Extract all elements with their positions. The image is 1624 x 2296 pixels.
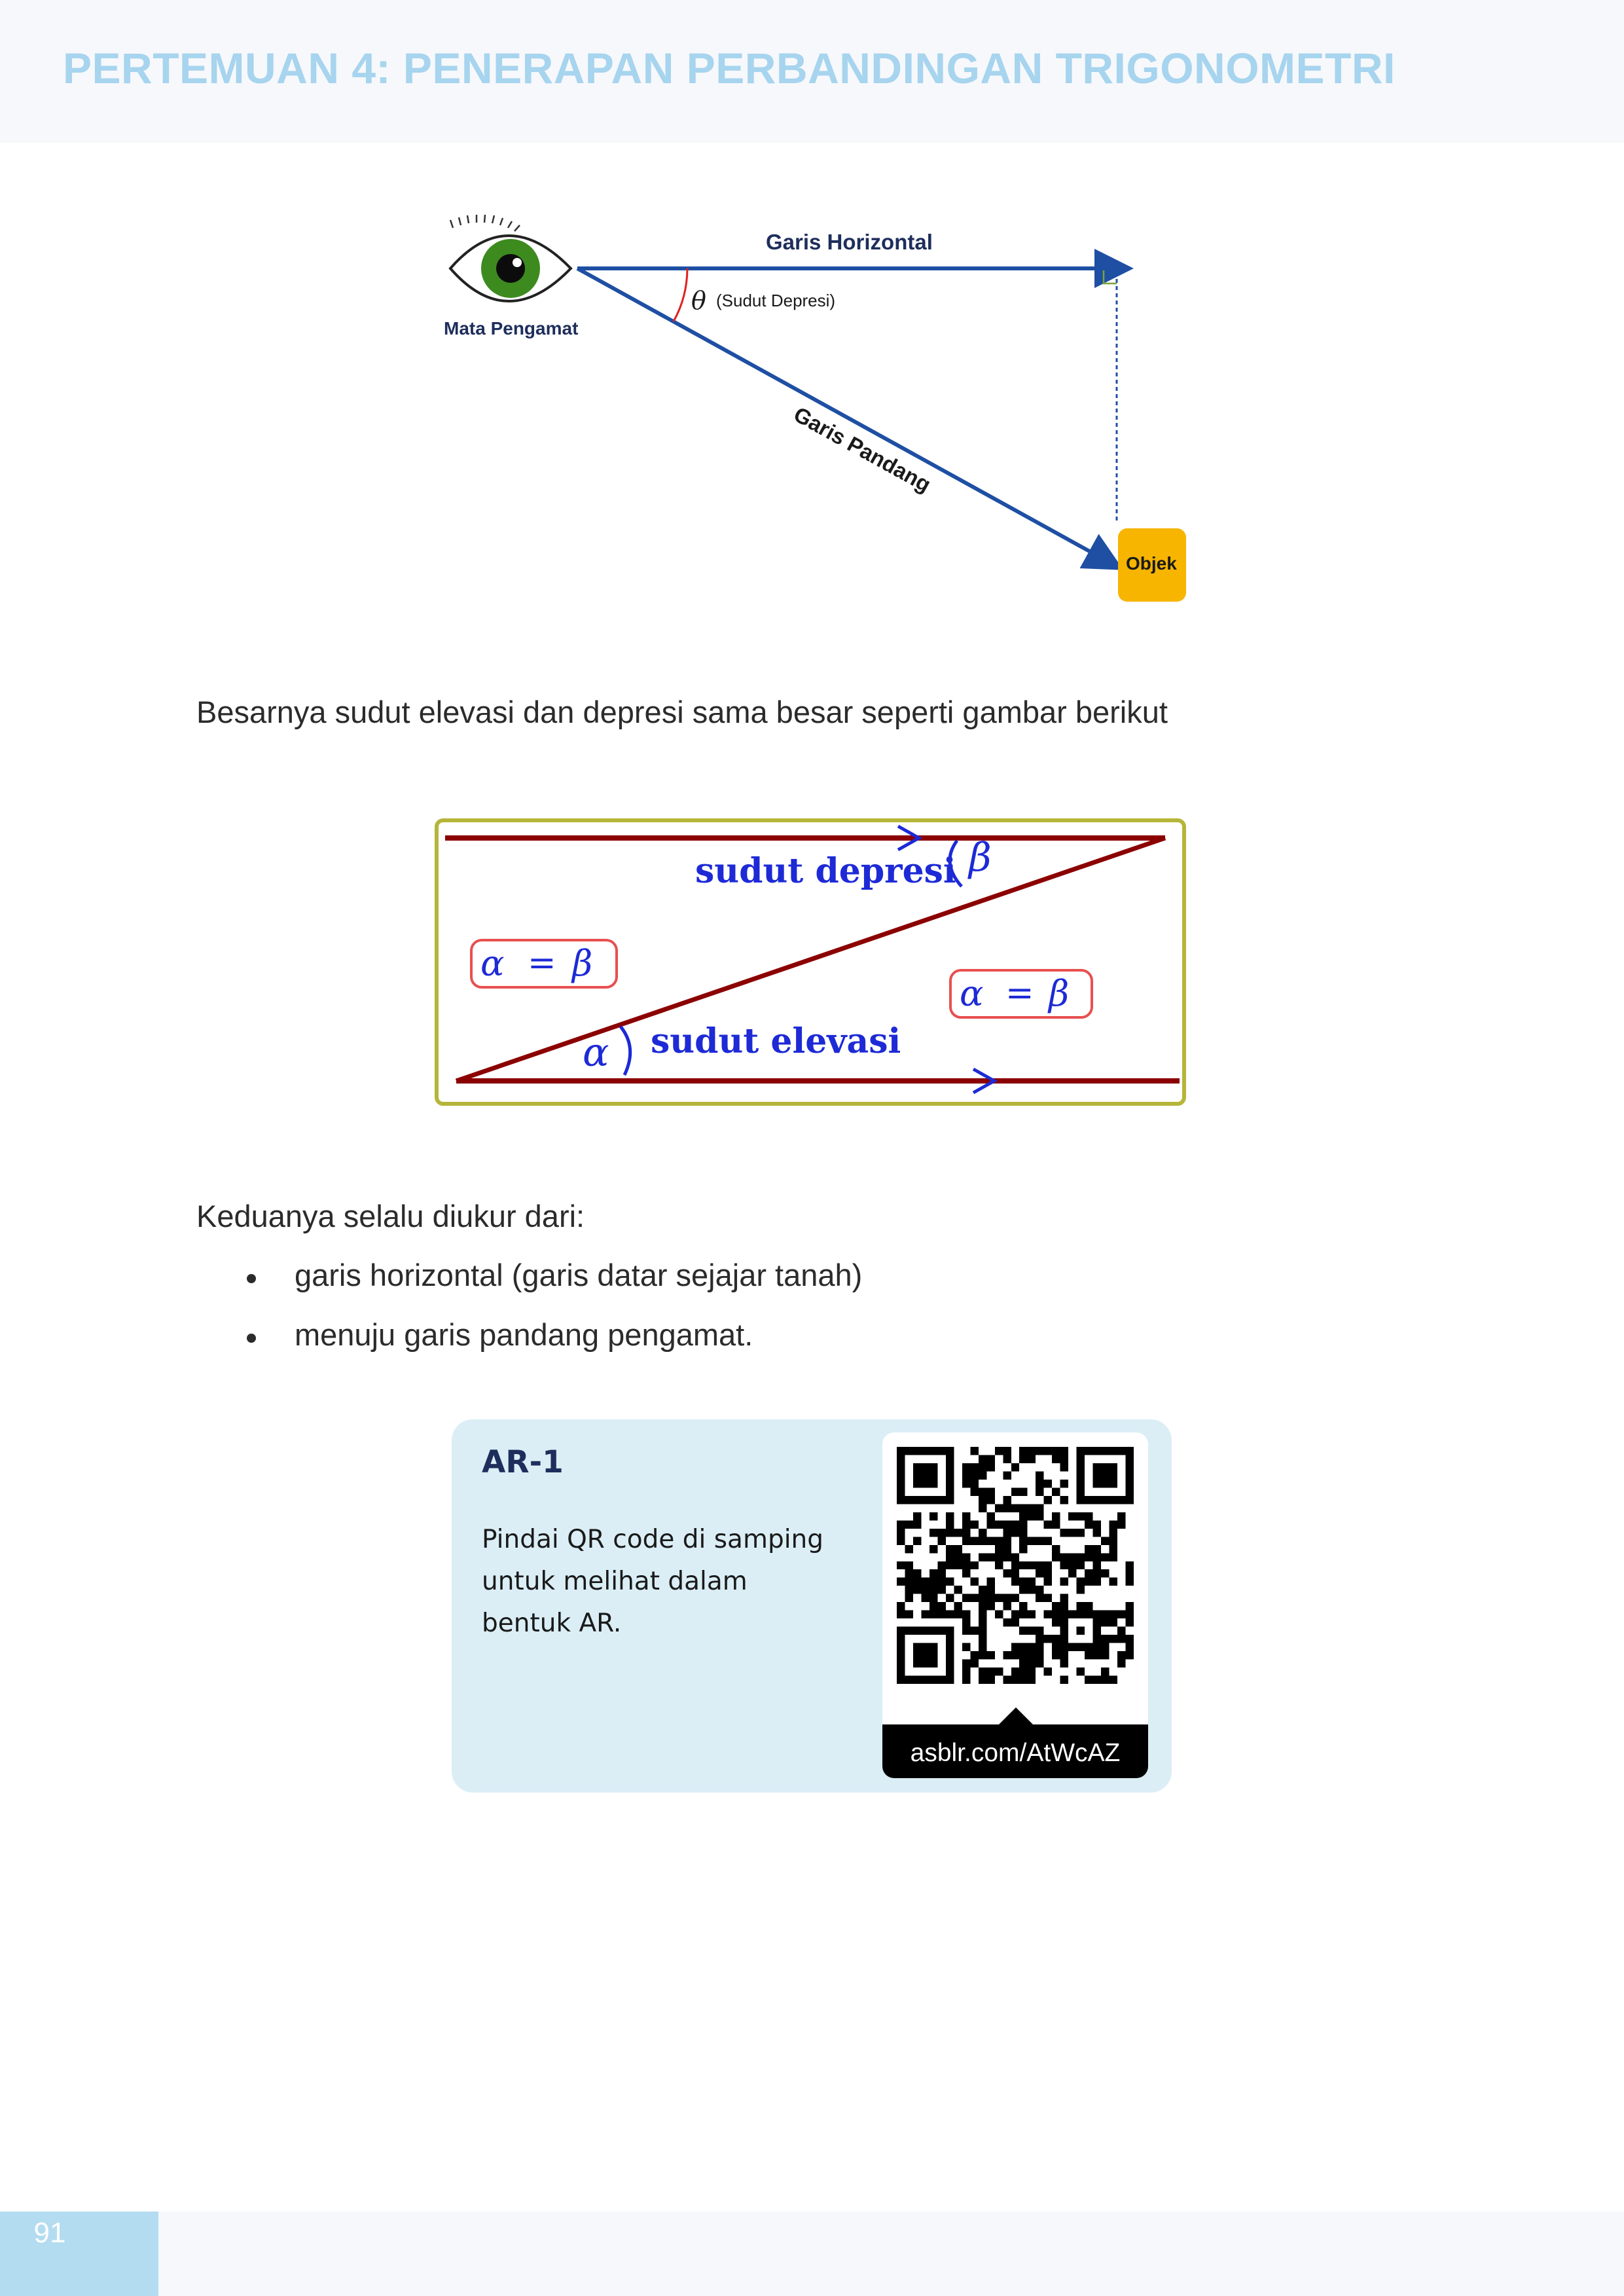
svg-text:β: β: [1049, 973, 1070, 1014]
svg-text:β: β: [572, 943, 593, 984]
qr-code-icon[interactable]: [897, 1447, 1134, 1684]
ar-desc-line: Pindai QR code di samping: [482, 1525, 824, 1554]
page-number: 91: [33, 2217, 66, 2249]
horizontal-label: Garis Horizontal: [766, 230, 933, 254]
ar-desc-line: bentuk AR.: [482, 1609, 622, 1638]
angle-symbol: θ: [691, 286, 706, 315]
beta-symbol: β: [969, 835, 992, 881]
qr-url-link[interactable]: asblr.com/AtWcAZ: [910, 1739, 1121, 1767]
bullet-dot: [247, 1334, 256, 1343]
ar-title: AR-1: [482, 1444, 564, 1480]
angle-label: (Sudut Depresi): [716, 291, 836, 310]
eye-icon: [450, 215, 571, 301]
ar-description: [482, 1519, 848, 1645]
qr-pointer: [999, 1707, 1033, 1724]
right-angle-marker: [1104, 270, 1117, 283]
svg-text:=: =: [1005, 974, 1034, 1013]
page-header: [0, 0, 1624, 143]
alternate-angles-figure: [433, 817, 1187, 1108]
object-label: Objek: [1126, 553, 1177, 574]
paragraph-equal-angles: Besarnya sudut elevasi dan depresi sama besar seperti gambar berikut: [196, 695, 1168, 729]
svg-text:α: α: [480, 943, 505, 984]
qr-card[interactable]: [882, 1432, 1148, 1778]
bullet-item-1: garis horizontal (garis datar sejajar tanah): [295, 1258, 863, 1292]
bullet-dot: [247, 1274, 256, 1283]
eye-label: Mata Pengamat: [444, 318, 579, 338]
sight-label: Garis Pandang: [789, 401, 935, 497]
equation-badge-left: [471, 940, 617, 987]
paragraph-measured-from: Keduanya selalu diukur dari:: [196, 1199, 585, 1233]
ar-desc-line: untuk melihat dalam: [482, 1567, 748, 1596]
svg-text:α: α: [960, 973, 984, 1014]
alpha-symbol: α: [583, 1030, 609, 1076]
elevation-label: sudut elevasi: [651, 1021, 901, 1061]
depression-angle-figure: [406, 206, 1224, 619]
svg-text:=: =: [528, 943, 556, 983]
depression-label: sudut depresi: [695, 851, 956, 891]
page-footer: [0, 2212, 1624, 2296]
angle-arc: [674, 268, 687, 321]
equation-badge-right: [950, 970, 1092, 1017]
sight-line: [577, 268, 1117, 566]
bullet-item-2: menuju garis pandang pengamat.: [295, 1317, 753, 1352]
ar-info-box: [452, 1419, 1172, 1793]
chapter-title: PERTEMUAN 4: PENERAPAN PERBANDINGAN TRIGONOMETRI: [63, 44, 1396, 92]
